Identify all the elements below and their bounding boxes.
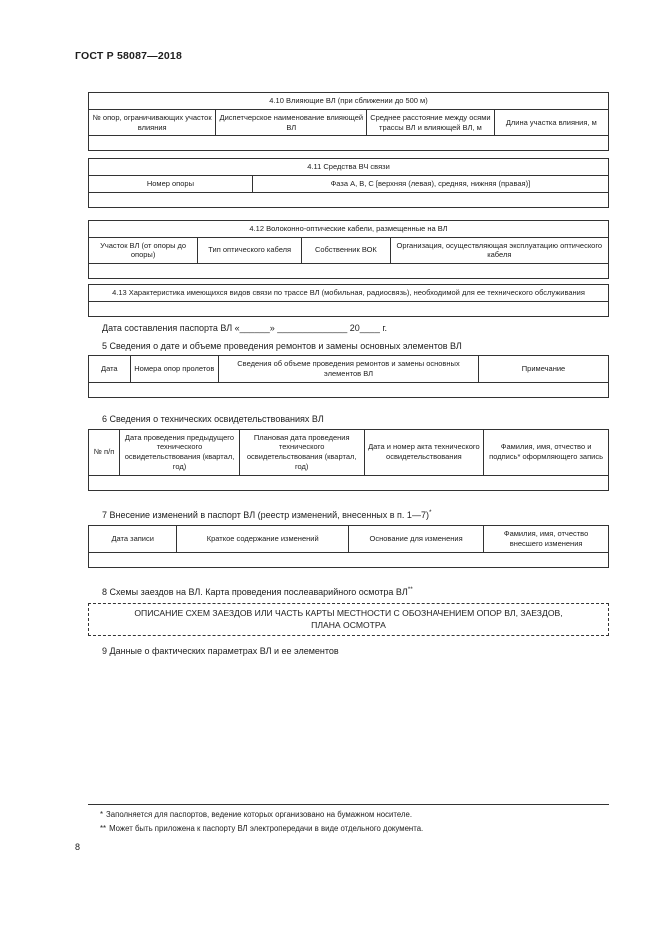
column-header: Основание для изменения [348, 526, 483, 553]
table-fiber-optic-cables [88, 220, 609, 279]
column-header: Участок ВЛ (от опоры до опоры) [89, 237, 198, 264]
section-9-title: 9 Данные о фактических параметрах ВЛ и ее элементов [102, 646, 339, 657]
column-header: № опор, ограничивающих участок влияния [89, 109, 216, 136]
section-7-title [88, 509, 609, 522]
section-5-title: 5 Сведения о дате и объеме проведения ремонтов и замены основных элементов ВЛ [102, 340, 462, 351]
section-6-title: 6 Сведения о технических освидетельствованиях ВЛ [102, 413, 324, 424]
column-header: Примечание [478, 356, 608, 383]
page-number: 8 [75, 842, 81, 852]
section-4-13-title: 4.13 Характеристика имеющихся видов связи по трассе ВЛ (мобильная, радиосвязь), необходимой для ее технического обслуживания [89, 285, 609, 302]
table-4-10-header-row [89, 109, 609, 136]
table-technical-inspections [88, 429, 609, 491]
column-header: № п/п [89, 429, 120, 475]
column-header: Фамилия, имя, отчество внесшего изменения [484, 526, 609, 553]
footnote-1-text: Заполняется для паспортов, ведение которых организовано на бумажном носителе. [106, 810, 412, 819]
footnote-2 [88, 822, 609, 836]
table-4-11-empty-row [89, 192, 609, 207]
column-header: Плановая дата проведения технического освидетельствования (квартал, год) [239, 429, 364, 475]
column-header: Дата [89, 356, 131, 383]
column-header: Диспетчерское наименование влияющей ВЛ [216, 109, 367, 136]
column-header: Тип оптического кабеля [198, 237, 302, 264]
section-8-title [88, 586, 609, 599]
footnote-marker: * [428, 508, 432, 516]
column-header: Дата и номер акта технического освидетельствования [364, 429, 484, 475]
section-4-13-caption-row [89, 285, 609, 302]
table-5-header-row [89, 356, 609, 383]
table-4-13-empty-row [89, 301, 609, 316]
table-hf-communication [88, 158, 609, 208]
empty-cell [89, 264, 609, 279]
column-header: Номер опоры [89, 176, 253, 193]
table-7-empty-row [89, 552, 609, 567]
footnote-1 [88, 808, 609, 822]
table-4-11-header-row [89, 176, 609, 193]
table-4-12-empty-row [89, 264, 609, 279]
column-header: Фаза А, В, С [верхняя (левая), средняя, нижняя (правая)] [252, 176, 608, 193]
column-header: Среднее расстояние между осями трассы ВЛ и влияющей ВЛ, м [367, 109, 494, 136]
empty-cell [89, 475, 609, 490]
column-header: Фамилия, имя, отчество и подпись* оформляющего запись [484, 429, 609, 475]
doc-number: ГОСТ Р 58087—2018 [75, 50, 183, 62]
empty-cell [89, 382, 609, 397]
section-4-11-title: 4.11 Средства ВЧ связи [89, 159, 609, 176]
footnote-1-marker: * [100, 810, 104, 819]
table-communication-types [88, 284, 609, 317]
footnote-2-text: Может быть приложена к паспорту ВЛ электропередачи в виде отдельного документа. [109, 824, 424, 834]
passport-date-line: Дата составления паспорта ВЛ «______» ______________ 20____ г. [102, 322, 388, 333]
table-passport-changes [88, 525, 609, 568]
empty-cell [89, 552, 609, 567]
column-header: Дата проведения предыдущего технического освидетельствования (квартал, год) [120, 429, 240, 475]
section-4-12-caption-row [89, 220, 609, 237]
section-4-11-caption-row [89, 159, 609, 176]
table-6-empty-row [89, 475, 609, 490]
column-header: Собственник ВОК [302, 237, 390, 264]
table-7-header-row [89, 526, 609, 553]
column-header: Длина участка влияния, м [494, 109, 608, 136]
document-content [88, 92, 609, 658]
footnote-2-marker: ** [100, 824, 107, 834]
section-4-10-caption-row [89, 93, 609, 110]
access-schemes-placeholder: ОПИСАНИЕ СХЕМ ЗАЕЗДОВ ИЛИ ЧАСТЬ КАРТЫ МЕСТНОСТИ С ОБОЗНАЧЕНИЕМ ОПОР ВЛ, ЗАЕЗДОВ, ПЛАНА ОСМОТРА [88, 603, 609, 637]
column-header: Краткое содержание изменений [177, 526, 349, 553]
section-8-title-text: 8 Схемы заездов на ВЛ. Карта проведения послеаварийного осмотра ВЛ [102, 586, 408, 597]
table-influencing-lines [88, 92, 609, 151]
column-header: Сведения об объеме проведения ремонтов и замены основных элементов ВЛ [218, 356, 478, 383]
table-6-header-row [89, 429, 609, 475]
footnote-marker: ** [407, 585, 413, 593]
section-7-title-text: 7 Внесение изменений в паспорт ВЛ (реестр изменений, внесенных в п. 1—7) [102, 509, 429, 520]
section-4-10-title: 4.10 Влияющие ВЛ (при сближении до 500 м) [89, 93, 609, 110]
column-header: Дата записи [89, 526, 177, 553]
table-5-empty-row [89, 382, 609, 397]
column-header: Организация, осуществляющая эксплуатацию оптического кабеля [390, 237, 608, 264]
empty-cell [89, 136, 609, 151]
table-4-12-header-row [89, 237, 609, 264]
column-header: Номера опор пролетов [130, 356, 218, 383]
section-4-12-title: 4.12 Волоконно-оптические кабели, размещенные на ВЛ [89, 220, 609, 237]
table-4-10-empty-row [89, 136, 609, 151]
empty-cell [89, 192, 609, 207]
table-repairs [88, 355, 609, 398]
empty-cell [89, 301, 609, 316]
footnotes-block [88, 804, 609, 836]
